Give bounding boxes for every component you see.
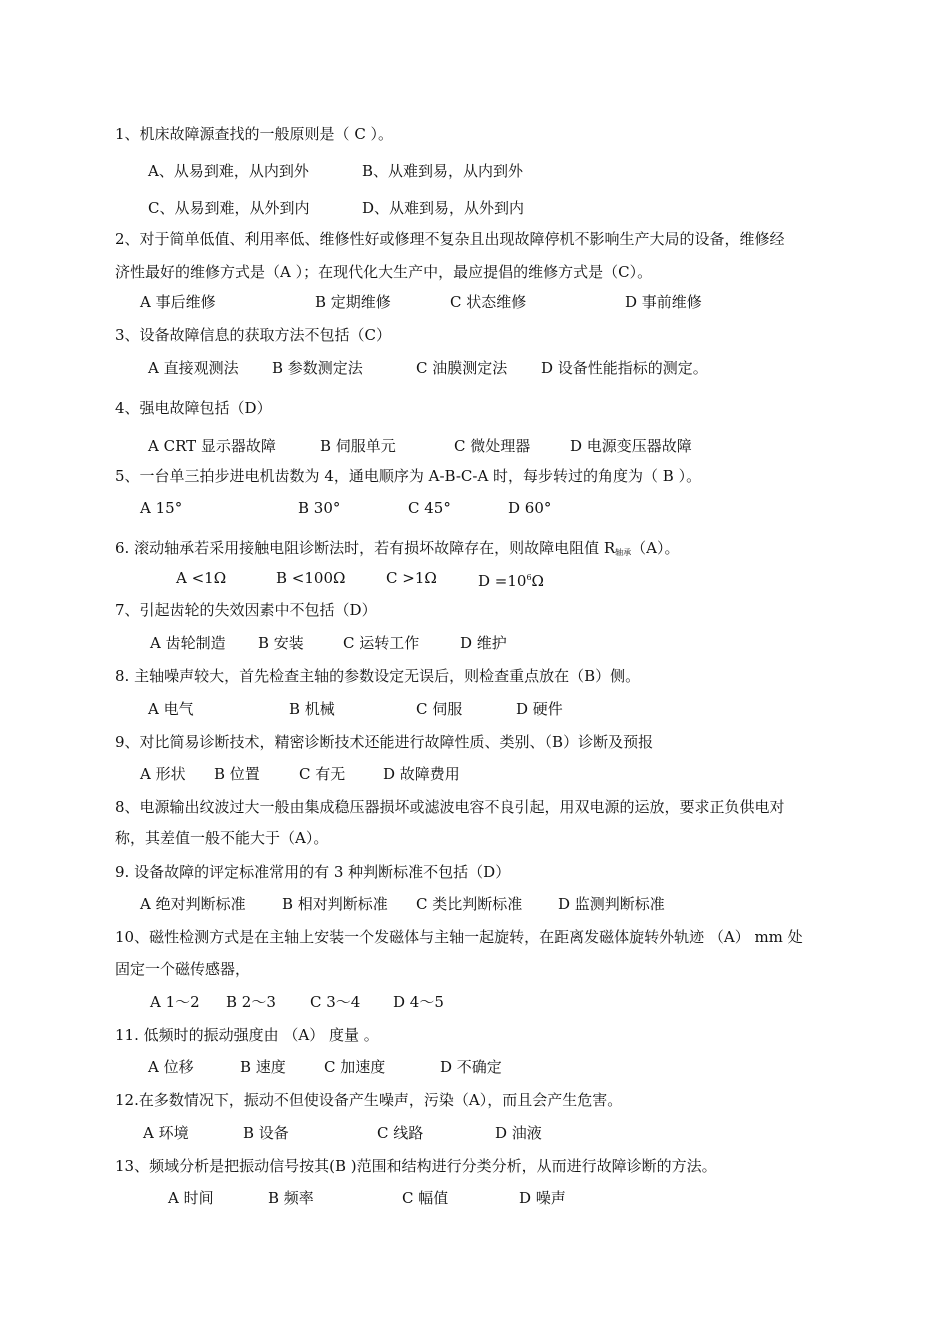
q1-option-b: B、从难到易，从内到外 [362, 162, 524, 180]
q6-option-d-base: D =10 [478, 572, 527, 590]
q13-option-a: A 时间 [168, 1189, 214, 1207]
question-12: 12.在多数情况下，振动不但使设备产生噪声，污染（A），而且会产生危害。 [115, 1091, 623, 1109]
q4-option-a: A CRT 显示器故障 [148, 437, 276, 455]
q4-option-c: C 微处理器 [454, 437, 531, 455]
question-3: 3、设备故障信息的获取方法不包括（C） [115, 326, 392, 344]
question-6 [115, 538, 680, 563]
question-9-first: 9、对比简易诊断技术，精密诊断技术还能进行故障性质、类别、（B）诊断及预报 [115, 733, 654, 751]
question-6-answer: （A）。 [631, 539, 680, 557]
q12-option-a: A 环境 [143, 1124, 189, 1142]
question-13: 13、频域分析是把振动信号按其(B )范围和结构进行分类分析，从而进行故障诊断的方法。 [115, 1157, 717, 1175]
q13-option-d: D 噪声 [519, 1189, 566, 1207]
q6-option-d-exponent: 6 [526, 573, 532, 582]
bearing-subscript: 轴承 [615, 548, 632, 557]
q8-option-a: A 电气 [148, 700, 194, 718]
question-7: 7、引起齿轮的失效因素中不包括（D） [115, 601, 377, 619]
q7-option-b: B 安装 [258, 634, 304, 652]
q6-option-a: A <1Ω [176, 569, 227, 587]
q5-option-c: C 45° [408, 499, 451, 517]
question-9-second: 9. 设备故障的评定标准常用的有 3 种判断标准不包括（D） [115, 863, 511, 881]
q2-option-a: A 事后维修 [140, 293, 216, 311]
q9-option-a: A 形状 [140, 765, 186, 783]
q4-option-b: B 伺服单元 [320, 437, 396, 455]
q5-option-b: B 30° [298, 499, 341, 517]
q9-option-c: C 有无 [299, 765, 346, 783]
q11-option-b: B 速度 [240, 1058, 286, 1076]
q3-option-a: A 直接观测法 [148, 359, 239, 377]
q3-option-d: D 设备性能指标的测定。 [541, 359, 708, 377]
question-8-second-line-1: 8、电源输出纹波过大一般由集成稳压器损坏或滤波电容不良引起，用双电源的运放，要求正负供电对 [115, 798, 785, 816]
q13-option-c: C 幅值 [402, 1189, 449, 1207]
q11-option-c: C 加速度 [324, 1058, 386, 1076]
q10-option-d: D 4～5 [393, 993, 444, 1011]
q12-option-c: C 线路 [377, 1124, 424, 1142]
q7-option-a: A 齿轮制造 [150, 634, 226, 652]
q7-option-c: C 运转工作 [343, 634, 420, 652]
q8-option-c: C 伺服 [416, 700, 463, 718]
q9-option-d: D 故障费用 [383, 765, 460, 783]
question-11: 11. 低频时的振动强度由 （A） 度量 。 [115, 1026, 379, 1044]
question-8-first: 8. 主轴噪声较大，首先检查主轴的参数设定无误后，则检查重点放在（B）侧。 [115, 667, 641, 685]
question-5: 5、一台单三拍步进电机齿数为 4，通电顺序为 A-B-C-A 时，每步转过的角度为（ B ）。 [115, 467, 702, 485]
q2-option-c: C 状态维修 [450, 293, 527, 311]
question-2-line-1: 2、对于简单低值、利用率低、维修性好或修理不复杂且出现故障停机不影响生产大局的设备，维修经 [115, 230, 785, 248]
question-8-second-line-2: 称，其差值一般不能大于（A）。 [115, 829, 329, 847]
q6-option-b: B <100Ω [276, 569, 346, 587]
q2-option-d: D 事前维修 [625, 293, 702, 311]
q12-option-b: B 设备 [243, 1124, 289, 1142]
q1-option-c: C、从易到难，从外到内 [148, 199, 310, 217]
q9b-option-c: C 类比判断标准 [416, 895, 523, 913]
question-10-line-2: 固定一个磁传感器， [115, 960, 251, 978]
q6-option-c: C >1Ω [386, 569, 437, 587]
q3-option-c: C 油膜测定法 [416, 359, 508, 377]
q10-option-a: A 1～2 [150, 993, 200, 1011]
q9b-option-d: D 监测判断标准 [558, 895, 665, 913]
question-1: 1、机床故障源查找的一般原则是（ C ）。 [115, 125, 394, 143]
question-10-line-1: 10、磁性检测方式是在主轴上安装一个发磁体与主轴一起旋转，在距离发磁体旋转外轨迹 （A） mm 处 [115, 928, 803, 946]
q9b-option-a: A 绝对判断标准 [140, 895, 246, 913]
q1-option-d: D、从难到易，从外到内 [362, 199, 525, 217]
question-4: 4、强电故障包括（D） [115, 399, 272, 417]
q2-option-b: B 定期维修 [315, 293, 391, 311]
q8-option-d: D 硬件 [516, 700, 563, 718]
q11-option-d: D 不确定 [440, 1058, 502, 1076]
q4-option-d: D 电源变压器故障 [570, 437, 692, 455]
q7-option-d: D 维护 [460, 634, 507, 652]
q11-option-a: A 位移 [148, 1058, 194, 1076]
q9-option-b: B 位置 [214, 765, 260, 783]
q5-option-d: D 60° [508, 499, 552, 517]
q5-option-a: A 15° [140, 499, 183, 517]
question-6-text: 6. 滚动轴承若采用接触电阻诊断法时，若有损坏故障存在，则故障电阻值 R [115, 539, 616, 557]
q10-option-b: B 2～3 [226, 993, 276, 1011]
q3-option-b: B 参数测定法 [272, 359, 363, 377]
question-2-line-2: 济性最好的维修方式是（A ）；在现代化大生产中，最应提倡的维修方式是（C）。 [115, 263, 653, 281]
q6-option-d-unit: Ω [531, 572, 544, 590]
q12-option-d: D 油液 [495, 1124, 542, 1142]
q10-option-c: C 3～4 [310, 993, 361, 1011]
q8-option-b: B 机械 [289, 700, 335, 718]
q13-option-b: B 频率 [268, 1189, 314, 1207]
q6-option-d [478, 568, 544, 591]
q1-option-a: A、从易到难，从内到外 [148, 162, 309, 180]
q9b-option-b: B 相对判断标准 [282, 895, 388, 913]
